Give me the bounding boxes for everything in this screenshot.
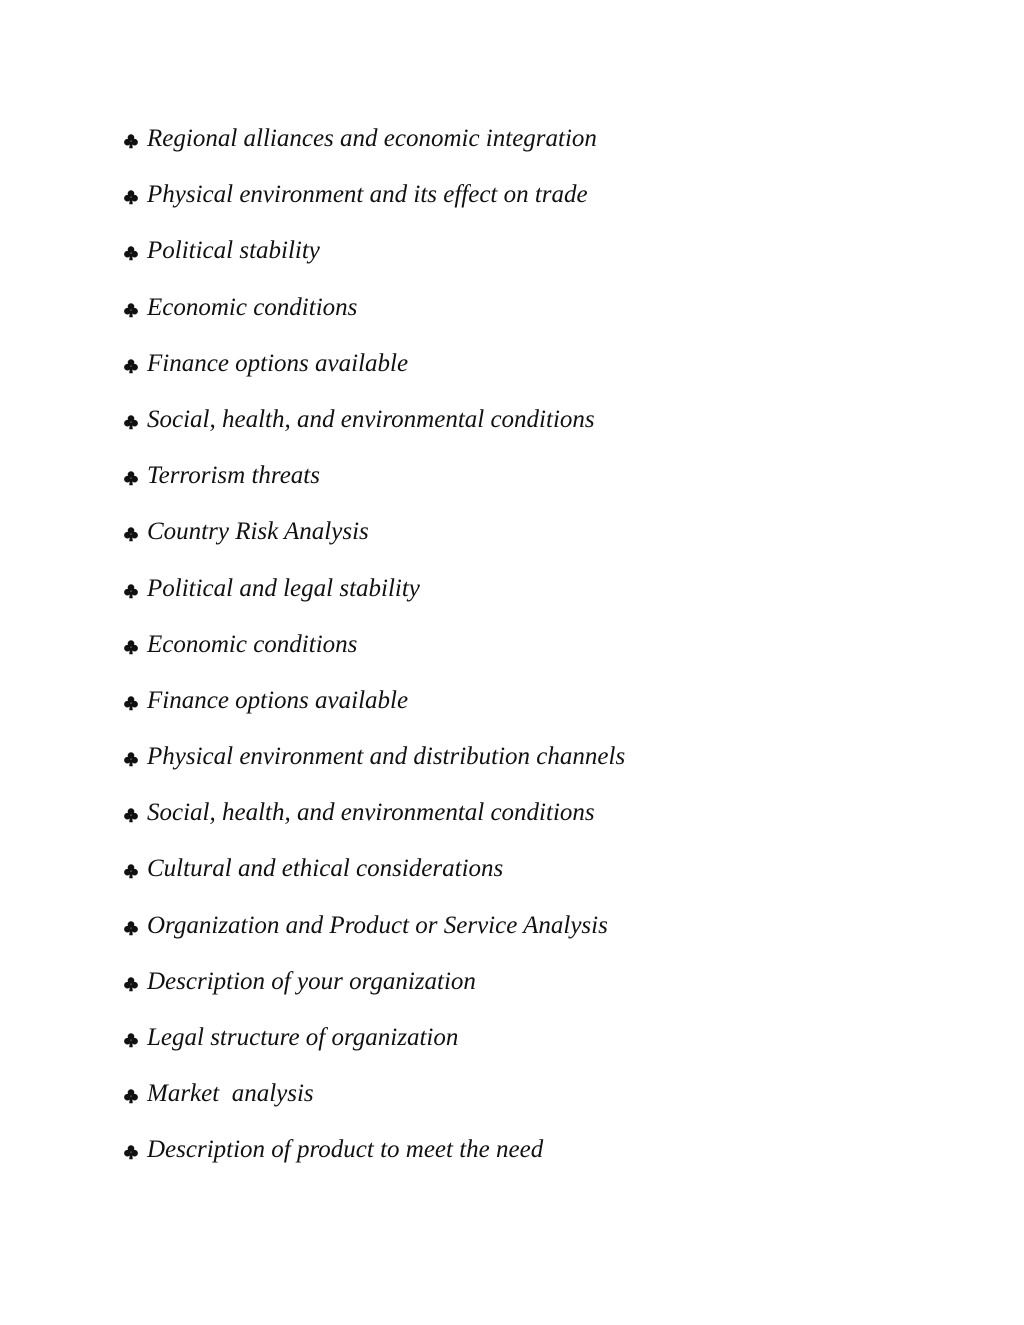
list-item-text: Physical environment and distribution channels xyxy=(147,743,626,771)
list-item-text: Social, health, and environmental conditions xyxy=(147,405,595,433)
list-item xyxy=(123,345,625,401)
list-item xyxy=(123,289,625,345)
list-item-text: Description of your organization xyxy=(147,967,476,995)
club-icon xyxy=(123,189,139,205)
club-icon xyxy=(123,583,139,599)
list-item xyxy=(123,738,625,794)
club-icon xyxy=(123,133,139,149)
list-item-text: Terrorism threats xyxy=(147,462,320,490)
list-item xyxy=(123,120,625,176)
club-icon xyxy=(123,695,139,711)
club-icon xyxy=(123,1032,139,1048)
list-item-text: Social, health, and environmental conditions xyxy=(147,799,595,827)
list-item xyxy=(123,850,625,906)
club-icon xyxy=(123,863,139,879)
list-item-text: Legal structure of organization xyxy=(147,1024,459,1051)
club-icon xyxy=(123,976,139,992)
club-icon xyxy=(123,358,139,374)
list-item xyxy=(123,457,625,513)
list-item xyxy=(123,907,625,963)
club-icon xyxy=(123,526,139,542)
list-item-text: Finance options available xyxy=(147,349,409,377)
bullet-list xyxy=(123,120,625,1188)
list-item-text: Finance options available xyxy=(147,686,409,714)
list-item xyxy=(123,682,625,738)
list-item-text: Regional alliances and economic integration xyxy=(147,125,597,152)
list-item-text: Country Risk Analysis xyxy=(147,518,369,546)
list-item xyxy=(123,513,625,569)
club-icon xyxy=(123,245,139,261)
list-item-text: Economic conditions xyxy=(147,293,358,321)
list-item-text: Physical environment and its effect on trade xyxy=(147,181,588,209)
list-item-text: Political stability xyxy=(147,237,320,265)
club-icon xyxy=(123,807,139,823)
club-icon xyxy=(123,639,139,655)
list-item xyxy=(123,1019,625,1075)
list-item xyxy=(123,1075,625,1131)
list-item-text: Market analysis xyxy=(147,1080,314,1108)
list-item xyxy=(123,794,625,850)
list-item-text: Cultural and ethical considerations xyxy=(147,855,504,883)
club-icon xyxy=(123,470,139,486)
list-item-text: Political and legal stability xyxy=(147,574,420,602)
club-icon xyxy=(123,1144,139,1160)
club-icon xyxy=(123,1088,139,1104)
club-icon xyxy=(123,414,139,430)
list-item-text: Description of product to meet the need xyxy=(147,1136,544,1164)
list-item xyxy=(123,176,625,232)
list-item xyxy=(123,1131,625,1187)
list-item-text: Economic conditions xyxy=(147,630,358,658)
club-icon xyxy=(123,751,139,767)
list-item xyxy=(123,570,625,626)
club-icon xyxy=(123,302,139,318)
list-item xyxy=(123,626,625,682)
list-item xyxy=(123,963,625,1019)
list-item-text: Organization and Product or Service Analysis xyxy=(147,911,608,939)
list-item xyxy=(123,232,625,288)
list-item xyxy=(123,401,625,457)
club-icon xyxy=(123,920,139,936)
